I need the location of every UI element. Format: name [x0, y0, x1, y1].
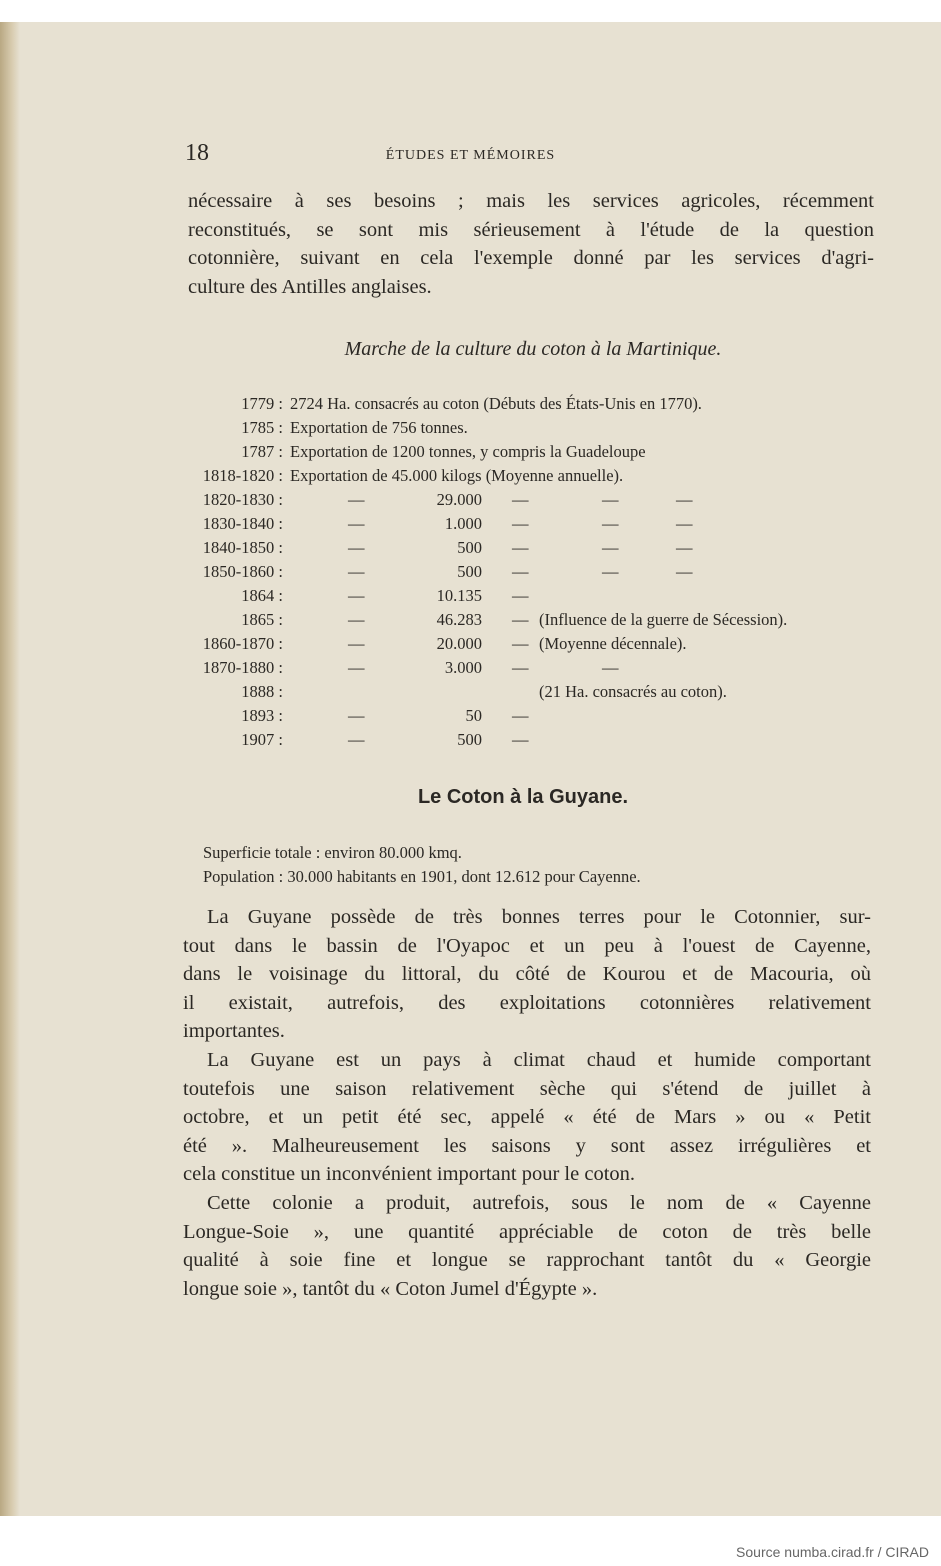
cell-period: 1820-1830 : [202, 490, 283, 509]
cell-note: (Influence de la guerre de Sécession). [539, 610, 788, 629]
cell-d1: — [348, 610, 365, 629]
cell-d2: — [512, 490, 529, 509]
cell-value: 29.000 [436, 490, 482, 509]
cell-d1: — [348, 538, 365, 557]
table-row [180, 538, 880, 562]
table-row [180, 658, 880, 682]
table-row [180, 682, 880, 706]
text-line: importantes. [183, 1020, 285, 1043]
text-line: qualité à soie fine et longue se rapprochant tantôt du « Georgie [183, 1249, 871, 1272]
cell-d2: — [512, 586, 529, 605]
running-title: ÉTUDES ET MÉMOIRES [385, 148, 556, 163]
cell-period: 1888 : [241, 682, 283, 701]
cell-period: 1893 : [241, 706, 283, 725]
cell-d1: — [348, 514, 365, 533]
paragraph-4 [183, 1189, 871, 1303]
cell-value: 500 [457, 538, 482, 557]
table-row [180, 634, 880, 658]
fact-area: Superficie totale : environ 80.000 kmq. [203, 843, 462, 862]
cell-note: (Moyenne décennale). [539, 634, 687, 653]
cell-d2: — [512, 514, 529, 533]
cell-period: 1779 : [241, 394, 283, 413]
table-row [180, 442, 880, 466]
text-line: nécessaire à ses besoins ; mais les services agricoles, récemment [188, 190, 874, 212]
cotton-table [180, 394, 880, 754]
cell-period: 1865 : [241, 610, 283, 629]
table-title: Marche de la culture du coton à la Martinique. [344, 338, 722, 360]
text-line: été ». Malheureusement les saisons y sont assez irrégulières et [183, 1134, 871, 1157]
cell-period: 1850-1860 : [202, 562, 283, 581]
cell-d1: — [348, 658, 365, 677]
text-line: Cette colonie a produit, autrefois, sous le nom de « Cayenne [207, 1192, 871, 1214]
cell-value: 10.135 [436, 586, 482, 605]
cell-period: 1785 : [241, 418, 283, 437]
cell-value: 1.000 [444, 514, 482, 533]
scanned-page [0, 22, 941, 1516]
text-line: Longue-Soie », une quantité appréciable de coton de très belle [183, 1220, 871, 1243]
cell-period: 1818-1820 : [202, 466, 283, 485]
text-line: cotonnière, suivant en cela l'exemple donné par les services d'agri- [188, 247, 874, 270]
cell-value: 500 [457, 562, 482, 581]
cell-text: Exportation de 756 tonnes. [290, 418, 468, 437]
cell-d2: — [512, 730, 529, 749]
cell-period: 1907 : [241, 730, 283, 749]
cell-value: 3.000 [444, 658, 482, 677]
text-line: tout dans le bassin de l'Oyapoc et un peu à l'ouest de Cayenne, [183, 934, 871, 957]
paragraph-1 [188, 187, 874, 301]
page-number: 18 [185, 140, 209, 166]
cell-d4: — [676, 538, 693, 557]
table-row [180, 394, 880, 418]
text-line: cela constitue un inconvénient important pour le coton. [183, 1163, 636, 1186]
table-row [180, 418, 880, 442]
cell-d1: — [348, 562, 365, 581]
cell-d4: — [676, 562, 693, 581]
cell-text: Exportation de 1200 tonnes, y compris la Guadeloupe [290, 442, 646, 461]
cell-d4: — [676, 490, 693, 509]
cell-note: (21 Ha. consacrés au coton). [539, 682, 727, 701]
cell-text: 2724 Ha. consacrés au coton (Débuts des États-Unis en 1770). [290, 394, 702, 413]
cell-d3: — [602, 514, 619, 533]
cell-d1: — [348, 586, 365, 605]
cell-d2: — [512, 706, 529, 725]
text-line: La Guyane possède de très bonnes terres pour le Cotonnier, sur- [207, 906, 871, 928]
cell-period: 1860-1870 : [202, 634, 283, 653]
book-spine [0, 22, 20, 1516]
table-row [180, 586, 880, 610]
cell-d1: — [348, 490, 365, 509]
text-line: culture des Antilles anglaises. [188, 275, 432, 298]
cell-d3: — [602, 538, 619, 557]
fact-population: Population : 30.000 habitants en 1901, dont 12.612 pour Cayenne. [203, 867, 641, 886]
cell-value: 46.283 [436, 610, 482, 629]
text-line: toutefois une saison relativement sèche qui s'étend de juillet à [183, 1077, 871, 1100]
table-row [180, 730, 880, 754]
cell-period: 1840-1850 : [202, 538, 283, 557]
text-line: La Guyane est un pays à climat chaud et humide comportant [207, 1049, 871, 1071]
cell-d3: — [602, 658, 619, 677]
text-line: longue soie », tantôt du « Coton Jumel d'Égypte ». [183, 1277, 598, 1300]
cell-d2: — [512, 658, 529, 677]
table-row [180, 610, 880, 634]
cell-period: 1787 : [241, 442, 283, 461]
source-credit: Source numba.cirad.fr / CIRAD [736, 1544, 929, 1560]
cell-d4: — [676, 514, 693, 533]
table-row [180, 706, 880, 730]
text-line: reconstitués, se sont mis sérieusement à l'étude de la question [188, 218, 874, 241]
cell-period: 1870-1880 : [202, 658, 283, 677]
cell-d3: — [602, 562, 619, 581]
table-row [180, 490, 880, 514]
cell-period: 1830-1840 : [202, 514, 283, 533]
paragraph-3 [183, 1046, 871, 1189]
table-row [180, 466, 880, 490]
cell-value: 500 [457, 730, 482, 749]
section-title: Le Coton à la Guyane. [417, 786, 629, 808]
table-row [180, 514, 880, 538]
table-row [180, 562, 880, 586]
cell-d1: — [348, 706, 365, 725]
cell-value: 50 [465, 706, 482, 725]
cell-d2: — [512, 562, 529, 581]
cell-d2: — [512, 610, 529, 629]
cell-value: 20.000 [436, 634, 482, 653]
cell-d2: — [512, 538, 529, 557]
text-line: octobre, et un petit été sec, appelé « été de Mars » ou « Petit [183, 1106, 871, 1129]
text-line: dans le voisinage du littoral, du côté de Kourou et de Macouria, où [183, 963, 871, 986]
cell-text: Exportation de 45.000 kilogs (Moyenne annuelle). [290, 466, 624, 485]
text-line: il existait, autrefois, des exploitations cotonnières relativement [183, 991, 871, 1014]
cell-period: 1864 : [241, 586, 283, 605]
cell-d1: — [348, 730, 365, 749]
paragraph-2 [183, 903, 871, 1046]
cell-d2: — [512, 634, 529, 653]
cell-d1: — [348, 634, 365, 653]
cell-d3: — [602, 490, 619, 509]
